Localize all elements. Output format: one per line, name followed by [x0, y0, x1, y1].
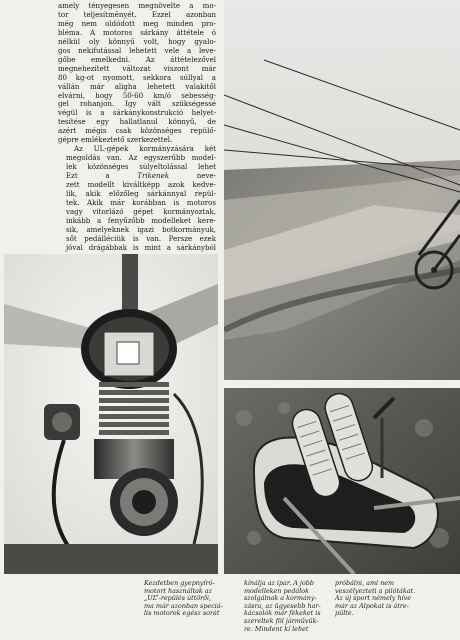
caption-line: szereltek föl járművük- — [244, 616, 319, 625]
article-paragraph-1 — [58, 2, 216, 145]
text-line: elvárni, hogy 50-60 km/ó sebesség- — [58, 91, 216, 100]
text-line: sőt pedálléciük is van. Persze ezek — [66, 234, 216, 243]
text-line: sik, amelyeknek igazi botkormányuk, — [66, 225, 216, 234]
text-line: vagy vitorlázó gépet kormányoztak, — [66, 207, 216, 216]
text-line: gőbe emelkedni. Az áttételezővel — [58, 55, 216, 64]
text-line: gel rohanjon. Így vált szükségessé — [58, 100, 216, 109]
caption-line: Az új sport némely híve — [335, 594, 411, 603]
text-line: tor teljesítményét. Ezzel azonban — [58, 10, 216, 19]
article-body — [58, 2, 216, 253]
text-line — [58, 172, 216, 181]
caption-line: próbálni, ami nem — [335, 579, 395, 587]
text-line: lik, akik előzőleg sárkánnyal repül- — [66, 190, 216, 199]
caption-alps — [335, 580, 425, 618]
text-line: amely tényegesen megnövelte a mo- — [58, 2, 216, 10]
caption-line: Kezdetben gyepnyíró- — [144, 579, 215, 587]
text-line: megoldás van. Az egyszerűbb model- — [66, 154, 216, 163]
text-line: még nem oldódott meg minden pro- — [58, 19, 216, 28]
caption-line: szolgálnak a kormány- — [244, 594, 317, 603]
caption-line: lis motorok egész sorát — [144, 609, 220, 618]
caption-line: veszélyezteti a pilótákat. — [335, 586, 416, 595]
trikenek-term: Trikenek — [137, 172, 170, 181]
pedals-closeup-photo — [224, 388, 460, 574]
pedals-icon — [224, 388, 460, 574]
caption-line: kínálja az ipar. A jobb — [244, 579, 314, 587]
engine-icon — [4, 254, 218, 574]
caption-line: modelleken pedálok — [244, 586, 309, 595]
caption-line: zásra, az ügyesebb har- — [244, 601, 321, 610]
caption-line: már az Alpokat is átre- — [335, 601, 409, 610]
text-line: azért mégis csak közönséges repülő- — [58, 127, 216, 136]
text-line: Az UL-gépek kormányzására két — [74, 145, 216, 154]
text-line: vállán már aligha lehetett valakitől — [58, 82, 216, 91]
engine-closeup-photo — [4, 254, 218, 574]
aerial-landscape-icon — [224, 0, 460, 380]
caption-line: kácsolók már fékeket is — [244, 609, 321, 618]
text-fragment: Ezt a — [66, 172, 110, 181]
text-line: tesítése egy hallatlanul könnyű, de — [58, 118, 216, 127]
caption-pedals — [244, 580, 328, 633]
caption-line: re. Mindent kí lehet — [244, 624, 309, 633]
text-line: gos nekifutással lehetett vele a leve- — [58, 46, 216, 55]
text-line: bléma. A motoros sárkány áttétele ó — [58, 28, 216, 37]
text-line: végül is a sárkánykonstrukció helyet- — [58, 109, 216, 118]
caption-line: motort használtak az — [144, 586, 212, 595]
text-line: zett modellt kiváltképp azok kedve- — [66, 181, 216, 190]
text-line: tek. Akik már korábban is motoros — [66, 198, 216, 207]
caption-line: ma már azonban speciá- — [144, 601, 223, 610]
text-line: inkább a fenyűzőbb modelleket kere- — [66, 216, 216, 225]
aerial-landscape-photo — [224, 0, 460, 380]
caption-engine — [144, 580, 226, 618]
text-line: gépre emlékeztető szerkezettel. — [58, 136, 173, 145]
caption-line: pülte. — [335, 609, 354, 618]
text-line: jóval drágábbak is mint a sárkányból — [66, 243, 216, 252]
text-line: nélkül oly könnyű volt, hogy gyalo- — [58, 37, 216, 46]
text-line: 80 kg-ot nyomott, sekkora súllyal a — [58, 73, 216, 82]
text-fragment: neve- — [196, 172, 216, 181]
text-line: megnehezített változat viszont már — [58, 64, 216, 73]
article-paragraph-2 — [58, 145, 216, 252]
caption-line: „UL”-repülés úttörői, — [144, 594, 212, 603]
text-line: lek közönséges súlyeltolással lehet — [66, 163, 216, 172]
